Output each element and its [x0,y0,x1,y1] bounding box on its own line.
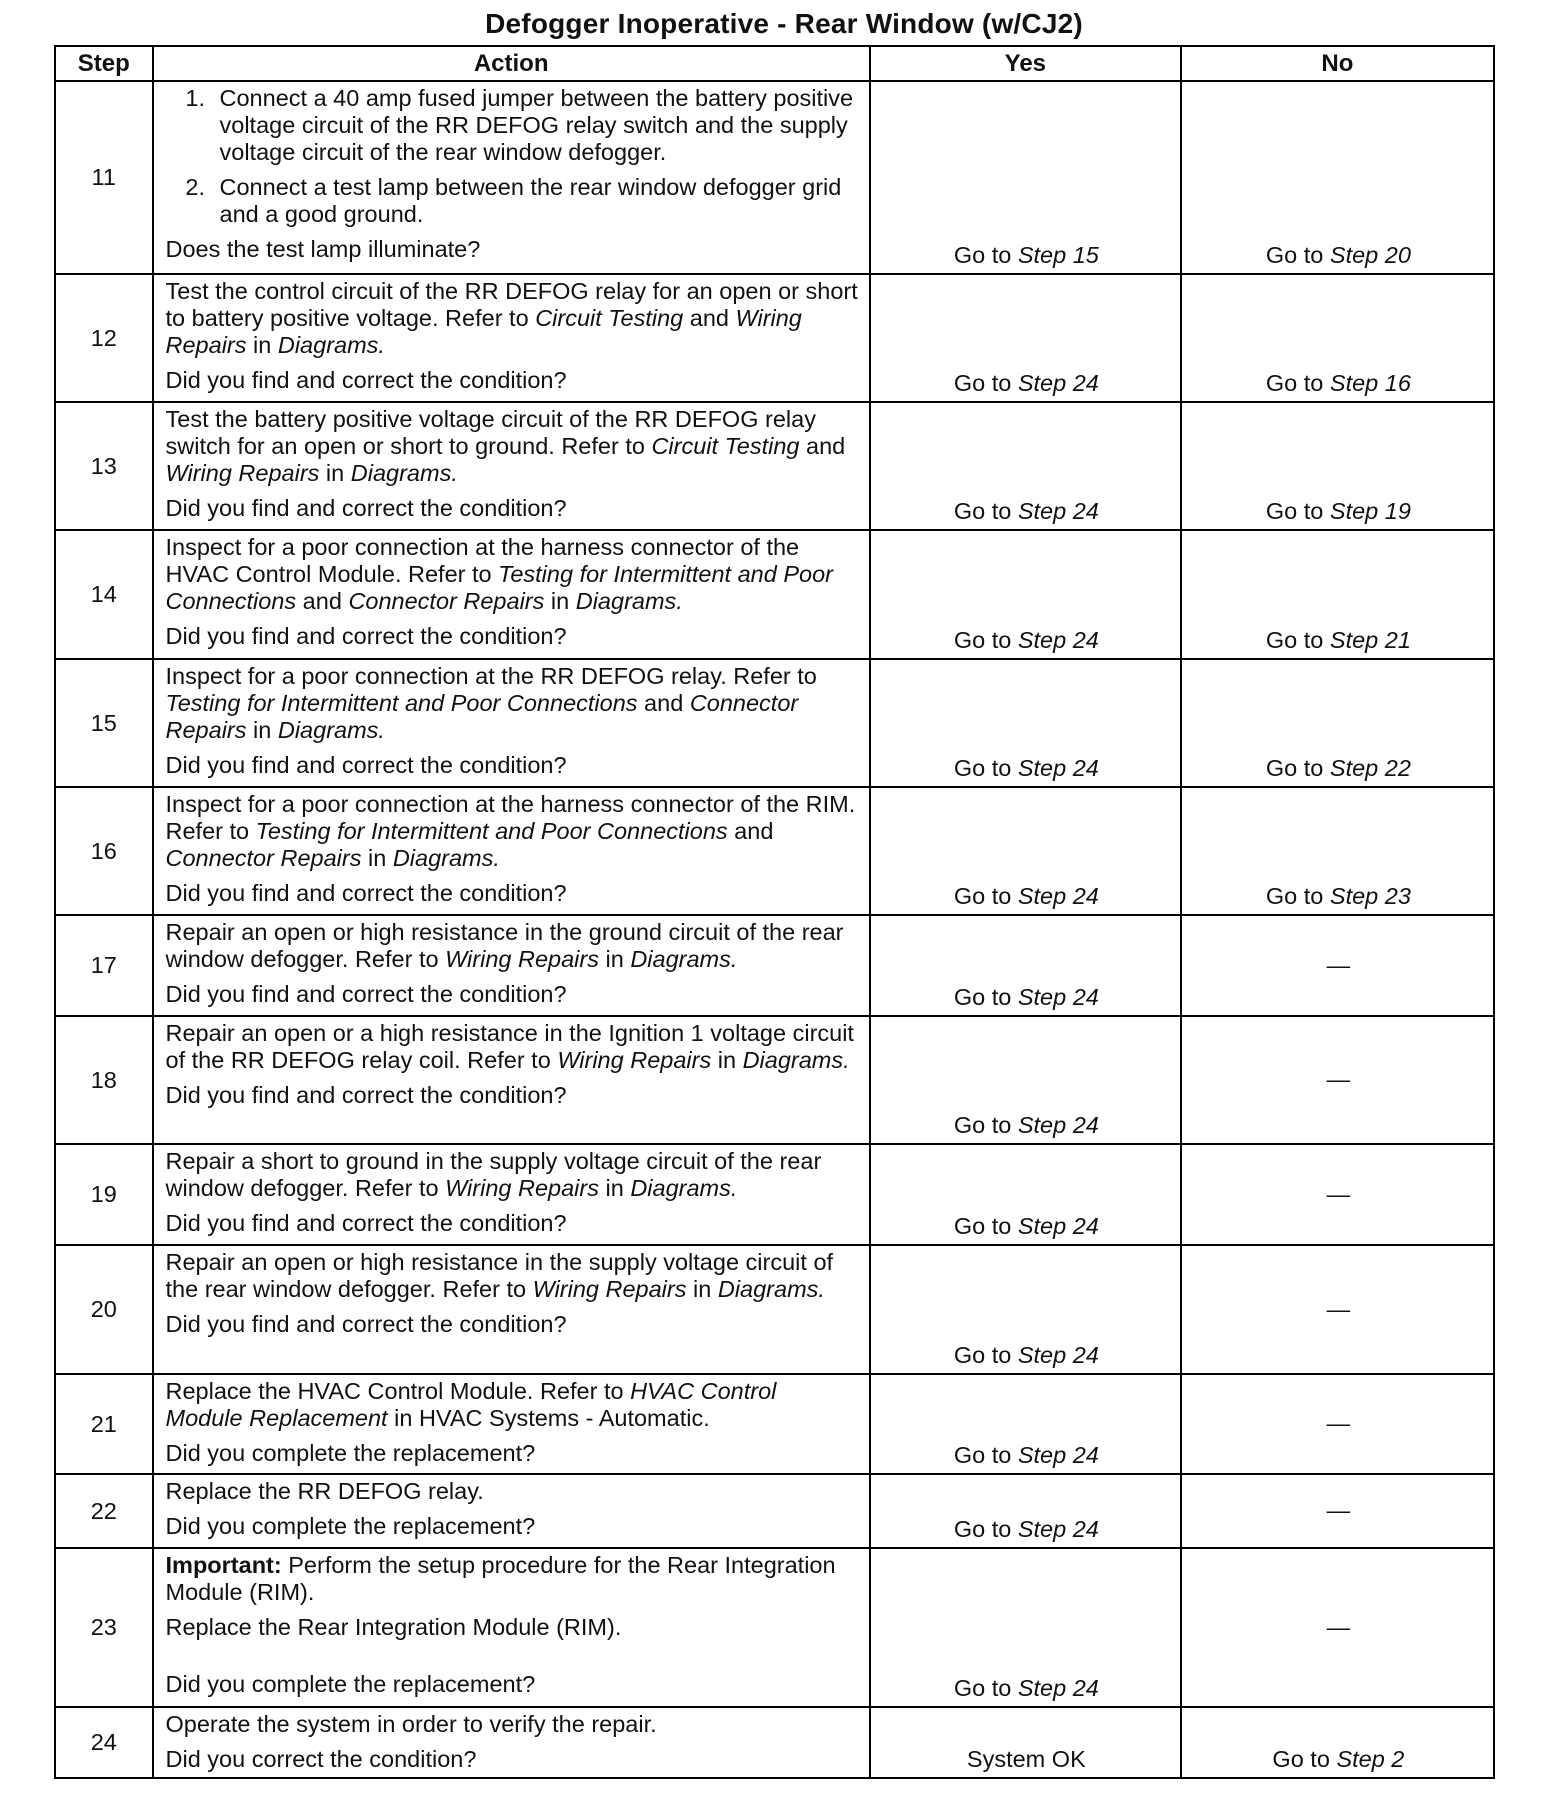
header-row [55,46,1494,81]
reference-link-text: Testing for Intermittent and Poor Connections [255,818,728,844]
table-row [55,1707,1494,1778]
goto-label: Go to [953,1516,1012,1542]
reference-link-text: Wiring Repairs [445,1175,599,1201]
yes-cell [870,81,1181,274]
step-number: 20 [55,1245,153,1374]
action-text-segment: Inspect for a poor connection at the harness connector of the HVAC Control Module. Refer to [165,534,800,587]
header-yes: Yes [870,46,1181,81]
action-text [166,406,859,487]
goto-label: Go to [1265,498,1324,524]
action-cell [153,81,870,274]
yes-cell [870,402,1181,530]
action-text-segment: Replace the HVAC Control Module. Refer to [165,1378,631,1404]
no-dash: — [1326,1497,1351,1523]
yes-cell [870,1144,1181,1245]
action-text [166,278,859,359]
reference-link-text: Wiring Repairs [445,946,599,972]
table-row [55,274,1494,402]
goto-label: Go to [1265,242,1324,268]
action-text-segment: and [683,305,736,331]
action-cell [153,915,870,1016]
action-text-segment: Replace the Rear Integration Module (RIM). [165,1614,622,1640]
yes-cell [870,915,1181,1016]
goto-label: Go to [953,1675,1012,1701]
yes-target-step[interactable]: Step 24 [1017,1442,1099,1468]
action-text [166,1711,859,1738]
no-cell [1181,1707,1494,1778]
header-step: Step [55,46,153,81]
reference-link-text: HVAC Control Module Replacement [165,1378,777,1431]
action-text-segment: in [246,717,278,743]
reference-link-text: Connector Repairs [165,690,799,743]
yes-target-step[interactable]: Step 24 [1017,755,1099,781]
step-number: 16 [55,787,153,915]
no-cell [1181,81,1494,274]
no-cell [1181,787,1494,915]
action-cell [153,1016,870,1144]
no-target-step[interactable]: Step 22 [1329,755,1411,781]
question-text: Did you find and correct the condition? [165,981,567,1007]
action-cell [153,402,870,530]
no-target-step[interactable]: Step 21 [1329,627,1411,653]
action-text-segment: in [711,1047,743,1073]
yes-cell [870,530,1181,659]
action-text-segment: Operate the system in order to verify the repair. [165,1711,657,1737]
question-text: Did you find and correct the condition? [165,1311,567,1337]
table-body [55,81,1494,1778]
action-text-segment: in [361,845,393,871]
action-cell [153,659,870,787]
reference-link-text: Diagrams. [630,946,738,972]
no-cell [1181,659,1494,787]
table-row [55,81,1494,274]
goto-label: Go to [953,755,1012,781]
table-row [55,1016,1494,1144]
action-text-segment: in [598,1175,631,1201]
goto-label: Go to [953,984,1012,1010]
yes-target-step[interactable]: Step 24 [1017,1213,1099,1239]
goto-label: Go to [1265,627,1324,653]
no-cell [1181,1016,1494,1144]
no-dash: — [1326,1180,1351,1207]
no-target-step[interactable]: Step 20 [1329,242,1411,268]
step-number: 22 [55,1474,153,1548]
action-cell [153,1548,870,1707]
action-text-segment: and [727,818,774,844]
reference-link-text: Diagrams. [277,332,385,358]
step-number: 24 [55,1707,153,1778]
goto-label: Go to [953,498,1012,524]
reference-link-text: Diagrams. [630,1175,738,1201]
reference-link-text: Testing for Intermittent and Poor Connections [165,690,638,716]
step-number: 14 [55,530,153,659]
action-text-segment: Inspect for a poor connection at the harness connector of the RIM. Refer to [165,791,856,844]
question-text: Did you find and correct the condition? [165,495,567,521]
no-cell [1181,1245,1494,1374]
action-text-segment: and [799,433,846,459]
table-row [55,530,1494,659]
yes-target-step[interactable]: Step 24 [1017,370,1099,396]
action-text [166,1614,859,1641]
no-target-step[interactable]: Step 19 [1329,498,1411,524]
action-text-segment: Repair an open or high resistance in the supply voltage circuit of the rear window defogger. Refer to [165,1249,834,1302]
question-text: Did you complete the replacement? [165,1671,536,1697]
action-text-segment: and [637,690,690,716]
table-row [55,787,1494,915]
important-text: Perform the setup procedure for the Rear Integration Module (RIM). [165,1552,836,1605]
question-text: Did you find and correct the condition? [165,1082,567,1108]
reference-link-text: Diagrams. [717,1276,825,1302]
no-dash: — [1326,951,1351,978]
goto-label: Go to [953,1213,1012,1239]
action-cell [153,530,870,659]
step-number: 19 [55,1144,153,1245]
yes-cell [870,1707,1181,1778]
reference-link-text: Diagrams. [350,460,458,486]
action-cell [153,1707,870,1778]
action-cell [153,787,870,915]
yes-target-step[interactable]: Step 24 [1017,1675,1099,1701]
no-dash: — [1326,1410,1351,1436]
no-dash: — [1326,1066,1351,1092]
no-cell [1181,1548,1494,1707]
table-row [55,1374,1494,1474]
reference-link-text: Testing for Intermittent and Poor Connections [165,561,833,614]
yes-target-step[interactable]: Step 24 [1017,984,1099,1010]
action-text-segment: Test the control circuit of the RR DEFOG relay for an open or short to battery positive voltage. Refer to [165,278,858,331]
action-text-segment: Inspect for a poor connection at the RR DEFOG relay. Refer to [165,663,817,689]
yes-cell [870,1374,1181,1474]
action-cell [153,1144,870,1245]
no-cell [1181,402,1494,530]
reference-link-text: Wiring Repairs [532,1276,687,1302]
page-title: Defogger Inoperative - Rear Window (w/CJ2) [485,8,1083,39]
action-text [166,534,859,615]
procedure-item: 2. Connect a test lamp between the rear window defogger grid and a good ground. [212,174,859,228]
table-row [55,1245,1494,1374]
action-text [166,1378,859,1432]
goto-label: Go to [953,1442,1012,1468]
step-number: 23 [55,1548,153,1707]
table-row [55,1144,1494,1245]
no-cell [1181,274,1494,402]
step-number: 12 [55,274,153,402]
goto-label: Go to [953,242,1012,268]
step-number: 13 [55,402,153,530]
no-target-step[interactable]: Step 23 [1329,883,1411,909]
no-cell [1181,1474,1494,1548]
reference-link-text: Circuit Testing [651,433,800,459]
no-cell [1181,530,1494,659]
table-row [55,1474,1494,1548]
action-text-segment: in [246,332,278,358]
yes-result: System OK [966,1746,1086,1772]
action-text [166,1020,859,1074]
step-number: 11 [55,81,153,274]
goto-label: Go to [1272,1746,1330,1772]
question-text: Did you correct the condition? [165,1746,477,1772]
action-text-segment: in [319,460,351,486]
action-text [166,791,859,872]
action-cell [153,1474,870,1548]
reference-link-text: Wiring Repairs [165,460,320,486]
yes-cell [870,1548,1181,1707]
action-text-segment: in [544,588,576,614]
procedure-list [166,85,859,228]
step-number: 18 [55,1016,153,1144]
action-cell [153,1374,870,1474]
step-number: 17 [55,915,153,1016]
goto-label: Go to [953,627,1012,653]
reference-link-text: Connector Repairs [348,588,545,614]
important-note [166,1552,859,1606]
question-text: Did you complete the replacement? [165,1513,536,1539]
action-text-segment: in HVAC Systems - Automatic. [387,1405,710,1431]
reference-link-text: Wiring Repairs [165,305,802,358]
header-action: Action [153,46,870,81]
important-label: Important: [165,1552,282,1578]
action-text [166,1478,859,1505]
goto-label: Go to [1265,755,1324,781]
action-cell [153,274,870,402]
reference-link-text: Diagrams. [392,845,500,871]
goto-label: Go to [953,883,1012,909]
action-text-segment: and [296,588,349,614]
no-dash: — [1326,1613,1351,1640]
yes-target-step[interactable]: Step 24 [1017,1342,1099,1368]
reference-link-text: Wiring Repairs [557,1047,712,1073]
yes-cell [870,659,1181,787]
no-cell [1181,1374,1494,1474]
action-text-segment: Replace the RR DEFOG relay. [165,1478,484,1504]
no-dash: — [1326,1295,1351,1322]
action-text-segment: Repair an open or high resistance in the ground circuit of the rear window defogger. Refer to [165,919,844,972]
action-text [166,919,859,973]
yes-target-step[interactable]: Step 24 [1017,1516,1099,1542]
question-text: Did you find and correct the condition? [165,1210,567,1236]
table-row [55,1548,1494,1707]
action-text-segment: in [686,1276,718,1302]
step-number: 15 [55,659,153,787]
yes-target-step[interactable]: Step 15 [1017,242,1099,268]
reference-link-text: Circuit Testing [535,305,684,331]
header-no: No [1181,46,1494,81]
yes-cell [870,1474,1181,1548]
diagnostic-table [54,45,1495,1779]
reference-link-text: Diagrams. [575,588,683,614]
step-number: 21 [55,1374,153,1474]
yes-target-step[interactable]: Step 24 [1017,1112,1099,1138]
goto-label: Go to [1265,883,1324,909]
yes-target-step[interactable]: Step 24 [1017,498,1099,524]
question-text: Did you find and correct the condition? [165,367,567,393]
question-text: Did you complete the replacement? [165,1440,536,1466]
goto-label: Go to [953,370,1012,396]
reference-link-text: Diagrams. [742,1047,850,1073]
no-cell [1181,1144,1494,1245]
question-text: Does the test lamp illuminate? [165,236,481,262]
yes-cell [870,787,1181,915]
goto-label: Go to [1265,370,1324,396]
action-text [166,1148,859,1202]
question-text: Did you find and correct the condition? [165,623,567,649]
table-row [55,915,1494,1016]
reference-link-text: Connector Repairs [165,845,362,871]
action-cell [153,1245,870,1374]
action-text-segment: Repair a short to ground in the supply voltage circuit of the rear window defogger. Refer to [165,1148,822,1201]
action-text-segment: Repair an open or a high resistance in the Ignition 1 voltage circuit of the RR DEFOG relay coil. Refer to [165,1020,854,1073]
action-text [166,1249,859,1303]
action-text [166,663,859,744]
yes-target-step[interactable]: Step 24 [1017,627,1099,653]
action-text-segment: Test the battery positive voltage circuit of the RR DEFOG relay switch for an open or short to ground. Refer to [165,406,816,459]
table-row [55,659,1494,787]
yes-target-step[interactable]: Step 24 [1017,883,1099,909]
yes-cell [870,1245,1181,1374]
goto-label: Go to [953,1342,1012,1368]
question-text: Did you find and correct the condition? [165,752,567,778]
question-text: Did you find and correct the condition? [165,880,567,906]
goto-label: Go to [953,1112,1012,1138]
no-cell [1181,915,1494,1016]
yes-cell [870,1016,1181,1144]
action-text-segment: in [598,946,631,972]
yes-cell [870,274,1181,402]
no-target-step[interactable]: Step 16 [1329,370,1411,396]
reference-link-text: Diagrams. [277,717,385,743]
no-target-step[interactable]: Step 2 [1336,1746,1405,1772]
table-row [55,402,1494,530]
procedure-item: 1. Connect a 40 amp fused jumper between the battery positive voltage circuit of the RR DEFOG relay switch and the supply voltage circuit of the rear window defogger. [212,85,859,166]
